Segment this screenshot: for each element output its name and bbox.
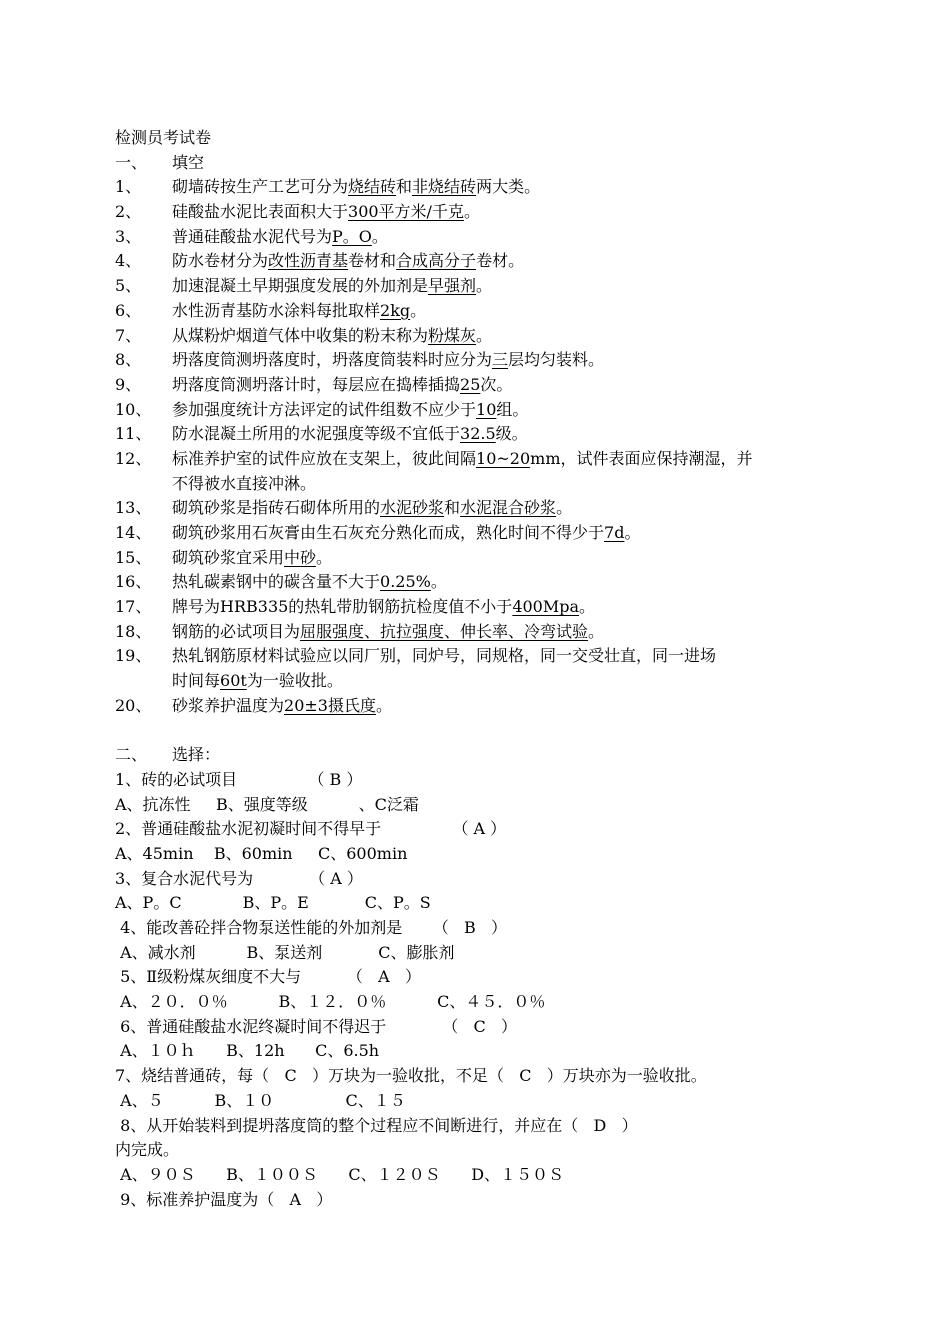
fill-item [115, 324, 840, 349]
fill-item [115, 348, 840, 373]
choice-line: 6、普通硅酸盐水泥终凝时间不得迟于 （ C ） [115, 1016, 517, 1036]
question-text: 砌筑砂浆宜采用 [172, 547, 285, 567]
choice-line: A、P。C B、P。E C、P。S [115, 893, 431, 913]
item-number: 11、 [115, 424, 152, 444]
item-number: 12、 [115, 448, 152, 468]
question-text: 。 [556, 498, 573, 518]
answer-blank: 中砂 [284, 547, 317, 567]
answer-blank: 10 [476, 399, 497, 419]
item-number: 6、 [115, 300, 142, 320]
item-number: 4、 [115, 251, 142, 271]
answer-blank: 2kg [380, 300, 411, 320]
section1-heading: 填空 [172, 152, 205, 172]
fill-item [115, 249, 840, 274]
question-text: 。 [316, 547, 333, 567]
fill-item [115, 694, 840, 719]
question-text: 。 [624, 523, 641, 542]
fill-item [115, 595, 840, 620]
question-text: 。 [463, 202, 480, 222]
answer-blank: 非烧结砖 [412, 177, 477, 197]
question-text: 为一验收批。 [246, 671, 343, 691]
section2-header [115, 743, 840, 768]
question-text: 两大类。 [476, 177, 541, 197]
item-number: 9、 [115, 374, 142, 394]
item-number: 5、 [115, 276, 142, 296]
item-number: 7、 [115, 325, 142, 345]
choice-line: A、减水剂 B、泵送剂 C、膨胀剂 [115, 942, 455, 962]
item-number: 10、 [115, 399, 152, 419]
section1-header [115, 151, 840, 176]
question-text: 。 [476, 276, 493, 296]
section-spacer [115, 719, 840, 744]
fill-item [115, 620, 840, 645]
question-text: 砌墙砖按生产工艺可分为 [172, 177, 349, 197]
fill-item [115, 546, 840, 571]
question-text: 砌筑砂浆是指砖石砌体所用的 [172, 498, 381, 518]
answer-blank: 7d [604, 523, 625, 542]
question-text: 标准养护室的试件应放在支架上，彼此间隔 [172, 448, 477, 468]
question-text: 时间每 [172, 671, 221, 691]
fill-item [115, 274, 840, 299]
question-text: 不得被水直接冲淋。 [172, 473, 317, 493]
question-text: 坍落度筒测坍落度时，坍落度筒装料时应分为 [172, 350, 493, 370]
choice-line: A、１０ｈ B、12h C、6.5h [115, 1041, 380, 1061]
answer-blank: 20±3摄氏度 [284, 695, 376, 715]
item-number: 3、 [115, 226, 142, 246]
item-number: 18、 [115, 621, 152, 641]
question-text: 。 [588, 621, 605, 641]
question-text: 参加强度统计方法评定的试件组数不应少于 [172, 399, 477, 419]
fill-item-continuation [115, 472, 840, 497]
item-number: 13、 [115, 498, 152, 518]
fill-item [115, 521, 840, 546]
item-number: 2、 [115, 202, 142, 222]
answer-blank: 300平方米/千克 [348, 202, 464, 222]
question-text: 层均匀装料。 [508, 350, 605, 370]
answer-blank: 粉煤灰 [428, 325, 477, 345]
item-number: 1、 [115, 177, 142, 197]
section1-items [115, 175, 840, 718]
choice-line: A、抗冻性 B、强度等级 、C泛霜 [115, 794, 419, 814]
choice-line: A、５ B、１０ C、１５ [115, 1090, 406, 1110]
item-number: 14、 [115, 523, 152, 542]
fill-item [115, 175, 840, 200]
choice-line: 4、能改善砼拌合物泵送性能的外加剂是 （ B ） [115, 918, 508, 937]
answer-blank: 烧结砖 [348, 177, 397, 197]
question-text: 防水卷材分为 [172, 251, 269, 271]
answer-blank: 32.5 [460, 424, 496, 444]
answer-blank: 三 [492, 350, 509, 370]
question-text: mm，试件表面应保持潮湿，并 [530, 448, 753, 468]
question-text: 级。 [495, 424, 528, 444]
choice-line: 7、烧结普通砖，每（ C ）万块为一验收批，不足（ C ）万块亦为一验收批。 [115, 1066, 707, 1086]
question-text: 热轧钢筋原材料试验应以同厂别，同炉号，同规格，同一交受壮直，同一进场 [172, 646, 717, 666]
question-text: 加速混凝土早期强度发展的外加剂是 [172, 276, 429, 296]
answer-blank: 400Mpa [512, 597, 580, 617]
item-number: 20、 [115, 695, 152, 715]
fill-item [115, 200, 840, 225]
question-text: 热轧碳素钢中的碳含量不大于 [172, 572, 381, 592]
question-text: 坍落度筒测坍落计时，每层应在捣棒插捣 [172, 374, 461, 394]
answer-blank: 屈服强度、抗拉强度、伸长率、冷弯试验 [300, 621, 589, 641]
item-number: 17、 [115, 597, 152, 617]
fill-item [115, 570, 840, 595]
fill-item [115, 422, 840, 447]
fill-item [115, 373, 840, 398]
section2-heading: 选择： [172, 745, 221, 765]
question-text: 水性沥青基防水涂料每批取样 [172, 300, 381, 320]
question-text: 。 [476, 325, 493, 345]
question-text: 和 [444, 498, 461, 518]
question-text: 卷材。 [476, 251, 525, 271]
fill-item-continuation [115, 669, 840, 694]
answer-blank: 水泥混合砂浆 [460, 498, 557, 518]
answer-blank: 25 [460, 374, 481, 394]
answer-blank: 早强剂 [428, 276, 477, 296]
question-text: 组。 [496, 399, 529, 419]
choice-line: 8、从开始装料到提坍落度筒的整个过程应不间断进行，并应在（ D ） [115, 1115, 638, 1135]
question-text: 牌号为HRB335的热轧带肋钢筋抗检度值不小于 [172, 597, 513, 617]
answer-blank: 改性沥青基 [268, 251, 349, 271]
question-text: 。 [410, 300, 427, 320]
question-text: 。 [579, 597, 596, 617]
fill-item [115, 225, 840, 250]
answer-blank: 0.25% [380, 572, 431, 592]
question-text: 卷材和 [348, 251, 397, 271]
choice-line: 内完成。 [115, 1140, 180, 1160]
question-text: 从煤粉炉烟道气体中收集的粉末称为 [172, 325, 429, 345]
question-text: 和 [396, 177, 413, 197]
fill-item [115, 299, 840, 324]
answer-blank: 60t [220, 671, 247, 691]
question-text: 。 [371, 226, 388, 246]
answer-blank: 水泥砂浆 [380, 498, 445, 518]
choice-line: 9、标准养护温度为（ A ） [115, 1189, 333, 1209]
item-number: 15、 [115, 547, 152, 567]
fill-item [115, 447, 840, 472]
question-text: 。 [430, 572, 447, 592]
question-text: 普通硅酸盐水泥代号为 [172, 226, 333, 246]
fill-item [115, 496, 840, 521]
choice-line: 2、普通硅酸盐水泥初凝时间不得早于 （ A ） [115, 819, 507, 839]
fill-item [115, 398, 840, 423]
question-text: 砌筑砂浆用石灰膏由生石灰充分熟化而成，熟化时间不得少于 [172, 523, 605, 542]
question-text: 防水混凝土所用的水泥强度等级不宜低于 [172, 424, 461, 444]
section1-number: 一、 [115, 152, 148, 172]
question-text: 次。 [480, 374, 513, 394]
question-text: 硅酸盐水泥比表面积大于 [172, 202, 349, 222]
item-number: 16、 [115, 572, 152, 592]
answer-blank: 10~20 [476, 448, 531, 468]
choice-line: 3、复合水泥代号为 （ A ） [115, 868, 363, 888]
choice-line: A、45min B、60min C、600min [115, 843, 408, 863]
fill-item [115, 644, 840, 669]
item-number: 19、 [115, 646, 152, 666]
answer-blank: 合成高分子 [396, 251, 477, 271]
question-text: 。 [375, 695, 392, 715]
exam-title: 检测员考试卷 [115, 128, 212, 147]
choice-line: 5、Ⅱ级粉煤灰细度不大与 （ A ） [115, 967, 421, 987]
item-number: 8、 [115, 350, 142, 370]
choice-line: 1、砖的必试项目 （ B ） [115, 769, 363, 789]
section2-number: 二、 [115, 745, 148, 765]
section2-items [115, 768, 840, 1212]
answer-blank: P。O [332, 226, 372, 246]
choice-line: A、２０．０％ B、１２．０％ C、４５．０％ [115, 992, 546, 1012]
choice-line: A、９０Ｓ B、１００Ｓ C、１２０Ｓ D、１５０Ｓ [115, 1164, 565, 1184]
question-text: 钢筋的必试项目为 [172, 621, 301, 641]
exam-page [115, 126, 840, 1212]
question-text: 砂浆养护温度为 [172, 695, 285, 715]
